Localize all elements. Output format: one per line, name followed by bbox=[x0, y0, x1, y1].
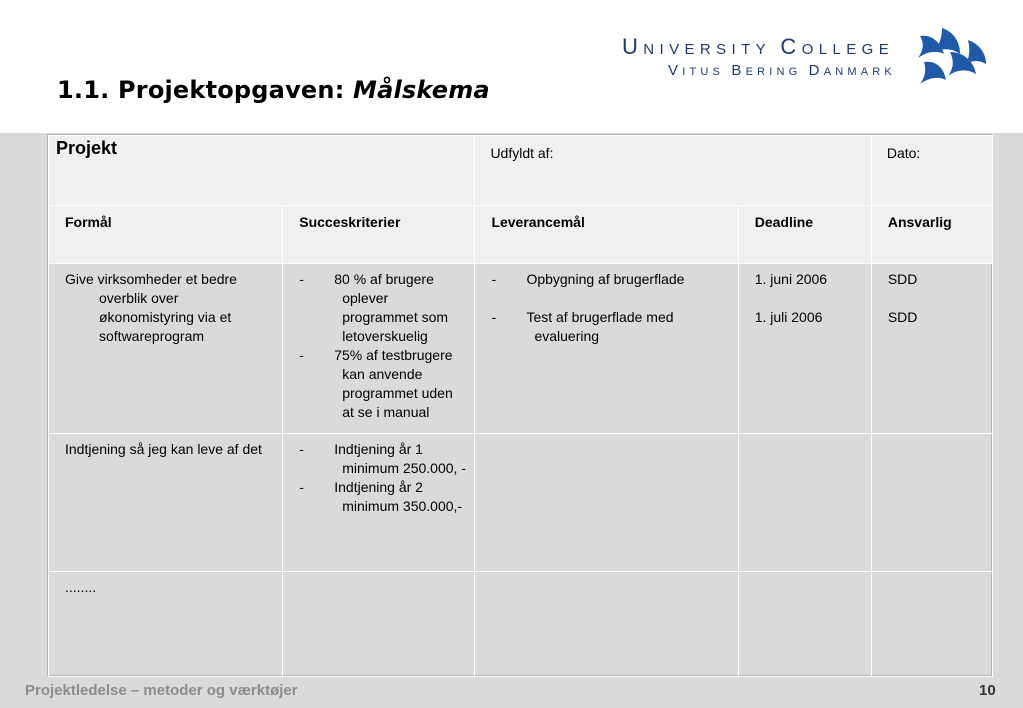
ansvarlig-cell bbox=[871, 572, 992, 677]
header-ansvarlig: Ansvarlig bbox=[871, 206, 992, 264]
table-row bbox=[49, 434, 993, 572]
projekt-cell: Projekt bbox=[49, 136, 475, 206]
ansvarlig-cell bbox=[871, 434, 992, 572]
table-top-row bbox=[49, 136, 993, 206]
leverance-cell bbox=[475, 572, 738, 677]
udfyldt-af-cell: Udfyldt af: bbox=[475, 136, 871, 206]
logo-vitus-bering: VITUS BERING DANMARK bbox=[668, 62, 896, 79]
table-row bbox=[49, 572, 993, 677]
header-leverancemaal: Leverancemål bbox=[475, 206, 738, 264]
footer-text: Projektledelse – metoder og værktøjer bbox=[25, 682, 298, 699]
list-item: - 75% af testbrugere kan anvende programmet uden at se i manual bbox=[299, 347, 453, 420]
logo-university-college: UNIVERSITY COLLEGE bbox=[622, 34, 895, 59]
table-header-row bbox=[49, 206, 993, 264]
header-formaal: Formål bbox=[49, 206, 283, 264]
sails-logo-icon bbox=[910, 28, 990, 96]
formaal-cell: ........ bbox=[49, 572, 283, 677]
succes-cell bbox=[283, 264, 475, 434]
list-item: - Test af brugerflade med evaluering bbox=[491, 309, 674, 344]
goal-schema-table bbox=[47, 134, 992, 676]
deadline-cell bbox=[738, 434, 871, 572]
deadline-cell: 1. juni 2006 1. juli 2006 bbox=[738, 264, 871, 434]
table-row bbox=[49, 264, 993, 434]
title-main: 1.1. Projektopgaven: bbox=[57, 76, 354, 104]
formaal-cell: Give virksomheder et bedre overblik over økonomistyring via et softwareprogram bbox=[49, 264, 283, 434]
leverance-cell bbox=[475, 434, 738, 572]
header-deadline: Deadline bbox=[738, 206, 871, 264]
leverance-cell bbox=[475, 264, 738, 434]
page-title bbox=[57, 76, 490, 104]
list-item: - 80 % af brugere oplever programmet som letoverskuelig bbox=[299, 271, 449, 344]
page-number: 10 bbox=[979, 682, 996, 699]
ansvarlig-cell: SDD SDD bbox=[871, 264, 992, 434]
deadline-cell bbox=[738, 572, 871, 677]
header-succeskriterier: Succeskriterier bbox=[283, 206, 475, 264]
list-item: - Indtjening år 2 minimum 350.000,- bbox=[299, 479, 463, 514]
list-item: - Indtjening år 1 minimum 250.000, - bbox=[299, 441, 466, 476]
succes-cell bbox=[283, 434, 475, 572]
succes-cell bbox=[283, 572, 475, 677]
slide-header bbox=[0, 0, 1023, 133]
formaal-cell: Indtjening så jeg kan leve af det bbox=[49, 434, 283, 572]
list-item: - Opbygning af brugerflade bbox=[491, 271, 685, 287]
title-italic: Målskema bbox=[353, 76, 490, 104]
dato-cell: Dato: bbox=[871, 136, 992, 206]
